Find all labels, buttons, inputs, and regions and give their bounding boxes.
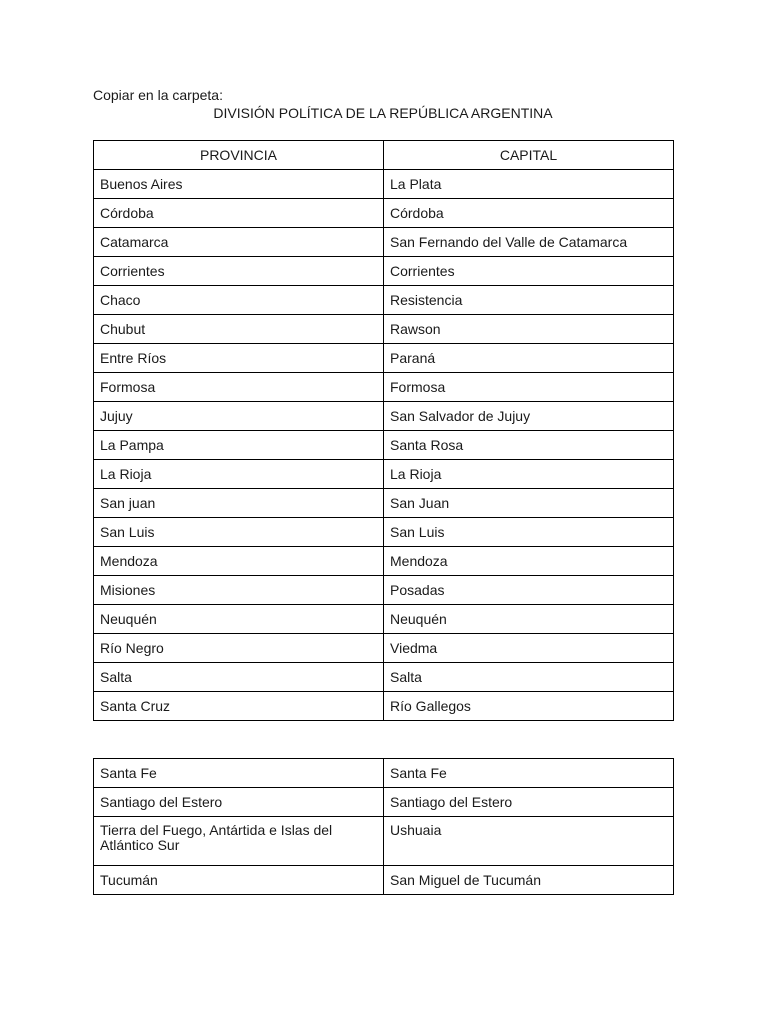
cell-capital: San Salvador de Jujuy <box>384 402 674 431</box>
cell-capital: San Luis <box>384 518 674 547</box>
cell-capital: Río Gallegos <box>384 692 674 721</box>
table-row <box>94 788 674 817</box>
cell-provincia: San Luis <box>94 518 384 547</box>
cell-provincia: Salta <box>94 663 384 692</box>
cell-provincia: Tierra del Fuego, Antártida e Islas del Atlántico Sur <box>94 817 384 866</box>
cell-capital: La Plata <box>384 170 674 199</box>
cell-provincia: Santa Fe <box>94 759 384 788</box>
cell-provincia: Formosa <box>94 373 384 402</box>
table-row <box>94 257 674 286</box>
cell-provincia: La Pampa <box>94 431 384 460</box>
table-row <box>94 547 674 576</box>
cell-provincia: Río Negro <box>94 634 384 663</box>
cell-capital: Santa Rosa <box>384 431 674 460</box>
table-row <box>94 866 674 895</box>
cell-capital: Ushuaia <box>384 817 674 866</box>
table-row <box>94 576 674 605</box>
cell-provincia: Santa Cruz <box>94 692 384 721</box>
provinces-table <box>93 140 674 721</box>
table-header-row <box>94 141 674 170</box>
table-row <box>94 344 674 373</box>
cell-capital: Corrientes <box>384 257 674 286</box>
table-row <box>94 315 674 344</box>
table-row <box>94 663 674 692</box>
cell-provincia: Mendoza <box>94 547 384 576</box>
cell-capital: Viedma <box>384 634 674 663</box>
table-row <box>94 605 674 634</box>
cell-provincia: Buenos Aires <box>94 170 384 199</box>
cell-capital: San Juan <box>384 489 674 518</box>
table-row <box>94 634 674 663</box>
cell-capital: Mendoza <box>384 547 674 576</box>
header-capital: CAPITAL <box>384 141 674 170</box>
cell-capital: Santiago del Estero <box>384 788 674 817</box>
cell-capital: San Fernando del Valle de Catamarca <box>384 228 674 257</box>
cell-capital: Paraná <box>384 344 674 373</box>
provinces-table-continued <box>93 758 674 895</box>
table-row <box>94 170 674 199</box>
cell-provincia: Santiago del Estero <box>94 788 384 817</box>
table-row <box>94 692 674 721</box>
cell-capital: Posadas <box>384 576 674 605</box>
table-row <box>94 199 674 228</box>
table-row <box>94 489 674 518</box>
header-provincia: PROVINCIA <box>94 141 384 170</box>
cell-capital: Formosa <box>384 373 674 402</box>
cell-provincia: Corrientes <box>94 257 384 286</box>
cell-provincia: Tucumán <box>94 866 384 895</box>
cell-provincia: Misiones <box>94 576 384 605</box>
table-row <box>94 460 674 489</box>
cell-capital: Neuquén <box>384 605 674 634</box>
cell-provincia: Neuquén <box>94 605 384 634</box>
cell-provincia: Córdoba <box>94 199 384 228</box>
table-row <box>94 817 674 866</box>
instruction-text: Copiar en la carpeta: <box>93 87 223 103</box>
cell-capital: Salta <box>384 663 674 692</box>
cell-capital: Santa Fe <box>384 759 674 788</box>
cell-provincia: Chubut <box>94 315 384 344</box>
cell-provincia: Chaco <box>94 286 384 315</box>
table-row <box>94 286 674 315</box>
page-title: DIVISIÓN POLÍTICA DE LA REPÚBLICA ARGENTINA <box>213 105 553 121</box>
cell-provincia: Entre Ríos <box>94 344 384 373</box>
cell-capital: Rawson <box>384 315 674 344</box>
cell-capital: Córdoba <box>384 199 674 228</box>
cell-capital: La Rioja <box>384 460 674 489</box>
table-row <box>94 402 674 431</box>
table-row <box>94 373 674 402</box>
cell-provincia: La Rioja <box>94 460 384 489</box>
cell-capital: San Miguel de Tucumán <box>384 866 674 895</box>
table-row <box>94 431 674 460</box>
cell-capital: Resistencia <box>384 286 674 315</box>
cell-provincia: Jujuy <box>94 402 384 431</box>
table-row <box>94 228 674 257</box>
cell-provincia: Catamarca <box>94 228 384 257</box>
table-row <box>94 518 674 547</box>
cell-provincia: San juan <box>94 489 384 518</box>
table-row <box>94 759 674 788</box>
